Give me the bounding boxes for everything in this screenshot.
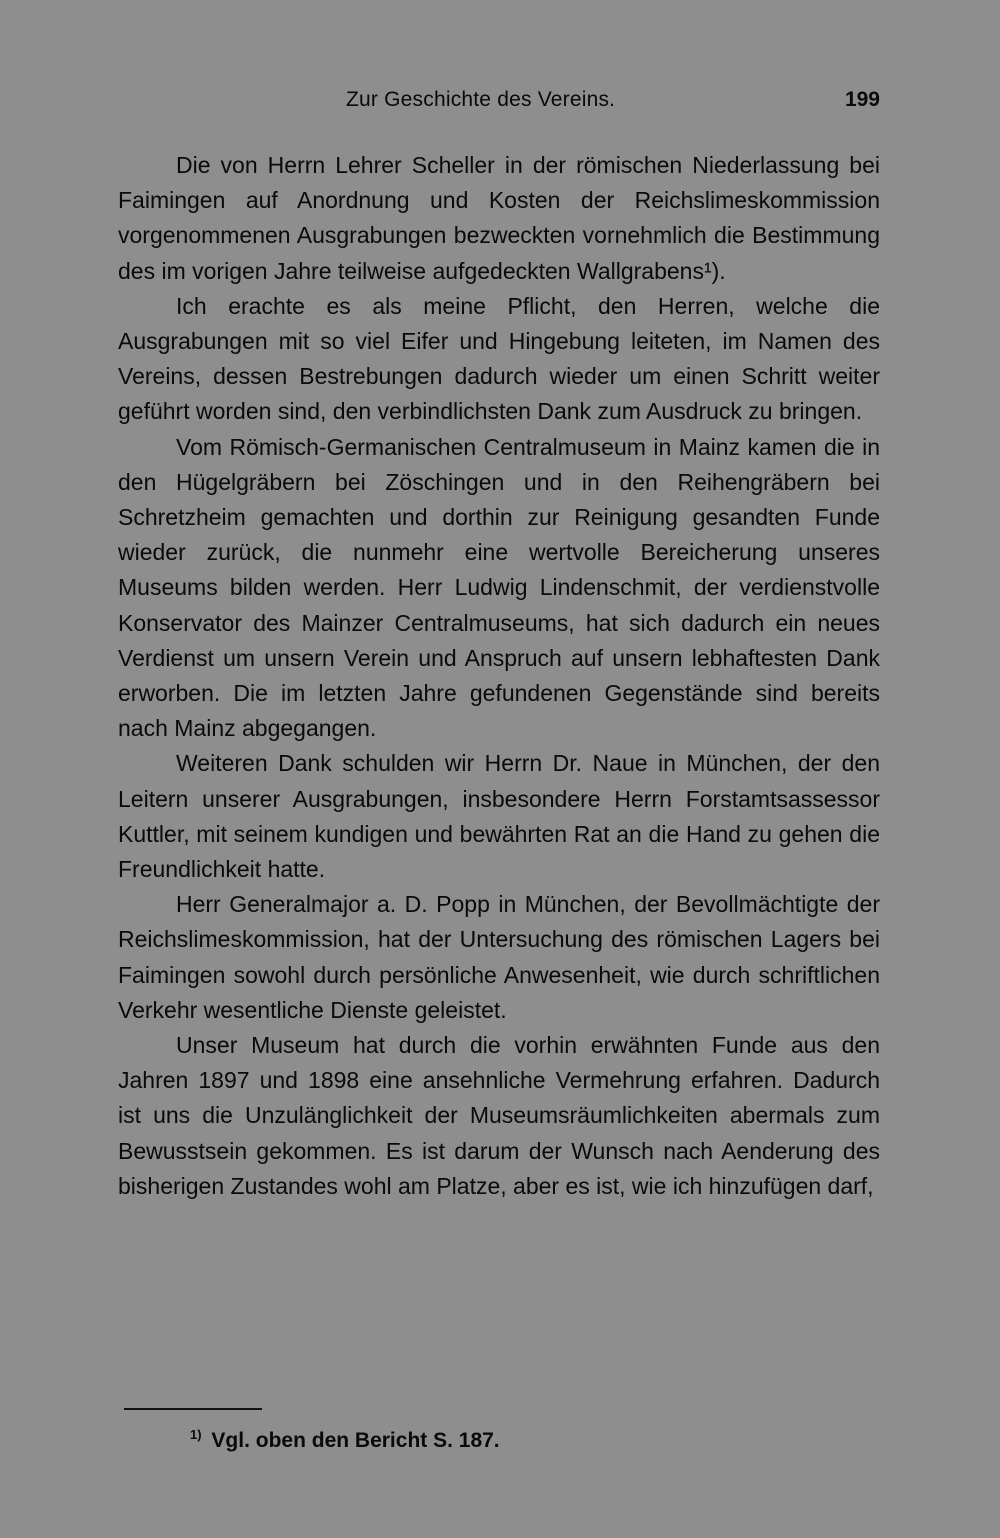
body-text <box>118 148 880 1204</box>
footnote-marker: 1) <box>190 1427 202 1442</box>
paragraph: Ich erachte es als meine Pflicht, den Herren, welche die Ausgrabungen mit so viel Eifer und Hingebung leiteten, im Namen des Vereins, dessen Bestrebungen dadurch wieder um einen Schritt weiter geführt worden sind, den verbindlichsten Dank zum Ausdruck zu bringen. <box>118 292 880 425</box>
running-title: Zur Geschichte des Vereins. <box>346 88 616 111</box>
paragraph: Weiteren Dank schulden wir Herrn Dr. Naue in München, der den Leitern unserer Ausgrabungen, insbesondere Herrn Forstamtsassessor Kuttler, mit seinem kundigen und bewährten Rat an die Hand zu gehen die Freundlichkeit hatte. <box>118 750 880 883</box>
page-header <box>118 84 880 118</box>
footnote <box>190 1427 500 1453</box>
footnote-text: Vgl. oben den Bericht S. 187. <box>211 1429 500 1452</box>
paragraph: Unser Museum hat durch die vorhin erwähnten Funde aus den Jahren 1897 und 1898 eine ansehnliche Vermehrung erfahren. Dadurch ist uns die Unzulänglichkeit der Museumsräumlichkeiten abermals zum Bewusstsein gekommen. Es ist darum der Wunsch nach Aenderung des bisherigen Zustandes wohl am Platze, aber es ist, wie ich hinzufügen darf, <box>118 1032 880 1199</box>
paragraph: Herr Generalmajor a. D. Popp in München, der Bevollmächtigte der Reichslimeskommission, hat der Untersuchung des römischen Lagers bei Faimingen sowohl durch persönliche Anwesenheit, wie durch schriftlichen Verkehr wesentliche Dienste geleistet. <box>118 891 880 1023</box>
page-number: 199 <box>844 88 880 111</box>
footnote-divider <box>124 1408 262 1410</box>
paragraph: Vom Römisch-Germanischen Centralmuseum in Mainz kamen die in den Hügelgräbern bei Zöschingen und in den Reihengräbern bei Schretzheim gemachten und dorthin zur Reinigung gesandten Funde wieder zurück, die nunmehr eine wertvolle Bereicherung unseres Museums bilden werden. Herr Ludwig Lindenschmit, der verdienstvolle Konservator des Mainzer Centralmuseums, hat sich dadurch ein neues Verdienst um unsern Verein und Anspruch auf unsern lebhaftesten Dank erworben. Die im letzten Jahre gefundenen Gegenstände sind bereits nach Mainz abgegangen. <box>118 433 880 742</box>
paragraph: Die von Herrn Lehrer Scheller in der römischen Niederlassung bei Faimingen auf Anordnung und Kosten der Reichslimeskommission vorgenommenen Ausgrabungen bezweckten vornehmlich die Bestimmung des im vorigen Jahre teilweise aufgedeckten Wallgrabens¹). <box>118 152 880 284</box>
